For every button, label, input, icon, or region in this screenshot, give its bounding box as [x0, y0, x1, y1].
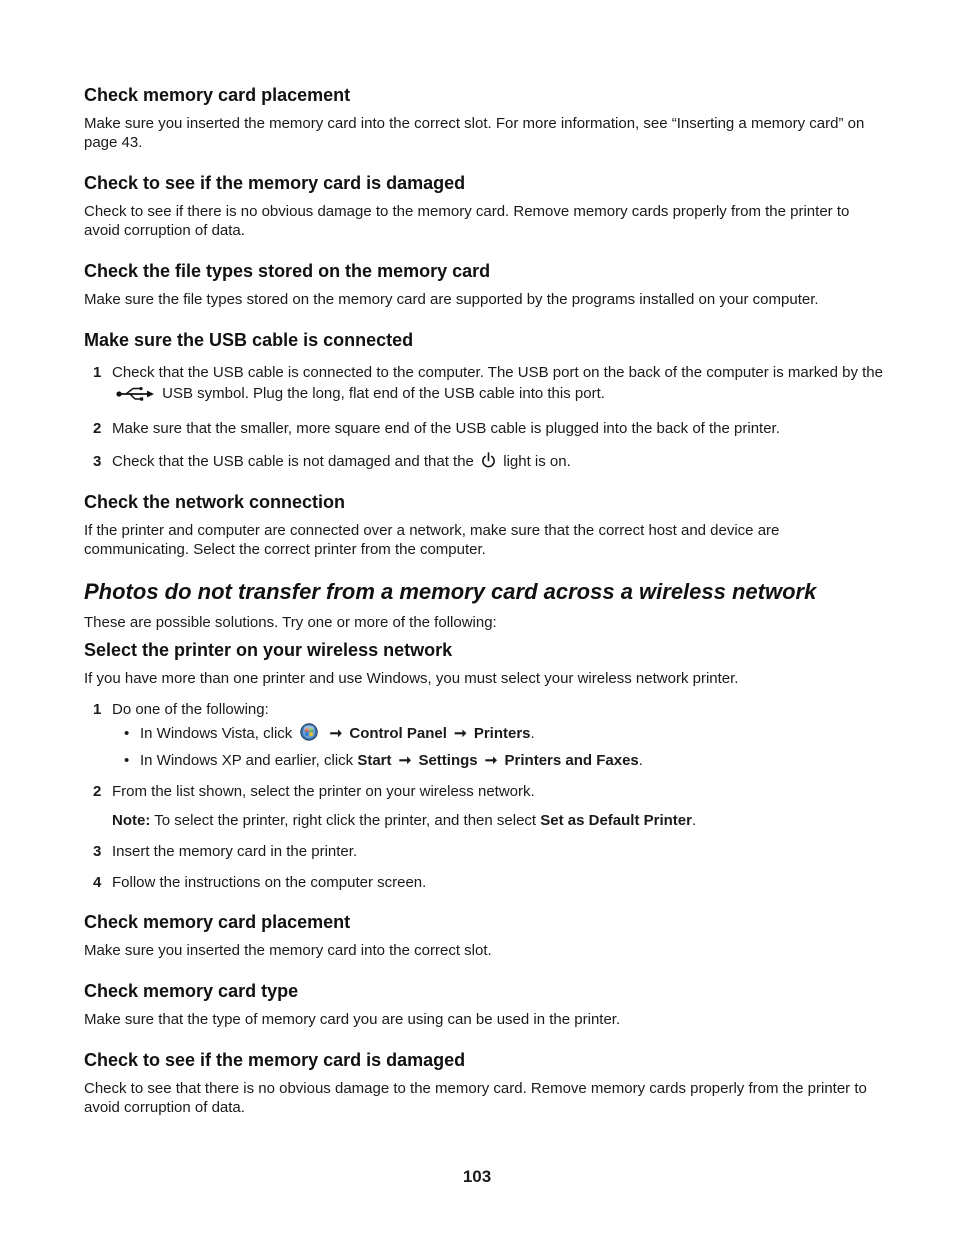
step-text: Follow the instructions on the computer screen.: [112, 874, 427, 891]
heading-check-card-damaged-2: Check to see if the memory card is damaged: [84, 1050, 466, 1070]
step-text: Do one of the following:: [112, 701, 269, 718]
power-icon: [481, 452, 496, 475]
list-item: [84, 872, 884, 893]
step-number: 3: [93, 453, 102, 470]
step-text: Insert the memory card in the printer.: [112, 843, 358, 860]
step-number: 2: [93, 420, 102, 437]
arrow-icon: ➞: [329, 725, 343, 742]
arrow-icon: ➞: [454, 725, 467, 742]
arrow-icon: ➞: [484, 752, 498, 769]
step-text: From the list shown, select the printer on your wireless network.: [112, 783, 535, 800]
bullet-list: [112, 722, 884, 773]
list-item: [84, 418, 884, 439]
page-content: [84, 84, 884, 1117]
paragraph-file-types: Make sure the file types stored on the memory card are supported by the programs installed on your computer.: [84, 291, 819, 308]
usb-steps-list: [84, 362, 884, 475]
step-number: 2: [93, 783, 102, 800]
step-number: 1: [93, 364, 102, 381]
list-item: [84, 699, 884, 773]
heading-usb-connected: Make sure the USB cable is connected: [84, 330, 414, 350]
heading-check-file-types: Check the file types stored on the memory card: [84, 261, 491, 281]
step-text: Check that the USB cable is connected to the computer. The USB port on the back of the computer is marked by the: [112, 364, 883, 381]
note-label: Note:: [112, 812, 151, 829]
list-item: [84, 362, 884, 407]
list-item: [84, 841, 884, 862]
heading-check-card-type: Check memory card type: [84, 981, 299, 1001]
heading-network-connection: Check the network connection: [84, 492, 346, 512]
note: Note: To select the printer, right click the printer, and then select Set as Default Printer.: [112, 812, 697, 829]
paragraph-card-damaged: Check to see if there is no obvious damage to the memory card. Remove memory cards properly from the printer to avoid corruption of data.: [84, 203, 850, 239]
heading-select-printer: Select the printer on your wireless network: [84, 640, 453, 660]
step-text: Make sure that the smaller, more square end of the USB cable is plugged into the back of the printer.: [112, 420, 780, 437]
usb-symbol-icon: [116, 386, 154, 407]
list-item: [84, 451, 884, 475]
step-number: 3: [93, 843, 102, 860]
step-number: 1: [93, 701, 102, 718]
bullet-marker: •: [124, 752, 130, 769]
heading-check-card-placement: Check memory card placement: [84, 85, 351, 105]
bullet-marker: •: [124, 725, 130, 742]
step-text: light is on.: [503, 453, 571, 470]
step-number: 4: [93, 874, 102, 891]
list-item: • In Windows Vista, click ➞ Control Panel ➞ Printers.: [112, 722, 884, 749]
paragraph-card-damaged-2: Check to see that there is no obvious damage to the memory card. Remove memory cards properly from the printer to avoid corruption of data.: [84, 1080, 867, 1116]
section-title: Photos do not transfer from a memory card across a wireless network: [84, 579, 817, 604]
paragraph-network-connection: If the printer and computer are connected over a network, make sure that the correct host and device are communicating. Select the correct printer from the computer.: [84, 522, 780, 558]
step-text: USB symbol. Plug the long, flat end of the USB cable into this port.: [162, 385, 605, 402]
section-intro: These are possible solutions. Try one or more of the following:: [84, 614, 497, 631]
arrow-icon: ➞: [398, 752, 412, 769]
list-item: • In Windows XP and earlier, click Start ➞ Settings ➞ Printers and Faxes.: [112, 749, 884, 773]
heading-check-card-damaged: Check to see if the memory card is damaged: [84, 173, 466, 193]
paragraph-card-placement-2: Make sure you inserted the memory card into the correct slot.: [84, 942, 492, 959]
step-text: Check that the USB cable is not damaged and that the: [112, 453, 474, 470]
page-number: 103: [462, 1167, 492, 1186]
heading-check-card-placement-2: Check memory card placement: [84, 912, 351, 932]
list-item: [84, 781, 884, 831]
windows-start-orb-icon: [300, 723, 318, 749]
select-printer-steps-list: [84, 699, 884, 893]
paragraph-card-placement: Make sure you inserted the memory card into the correct slot. For more information, see “Inserting a memory card” on page 43.: [84, 115, 865, 151]
paragraph-card-type: Make sure that the type of memory card you are using can be used in the printer.: [84, 1011, 621, 1028]
paragraph-select-printer: If you have more than one printer and use Windows, you must select your wireless network printer.: [84, 670, 739, 687]
